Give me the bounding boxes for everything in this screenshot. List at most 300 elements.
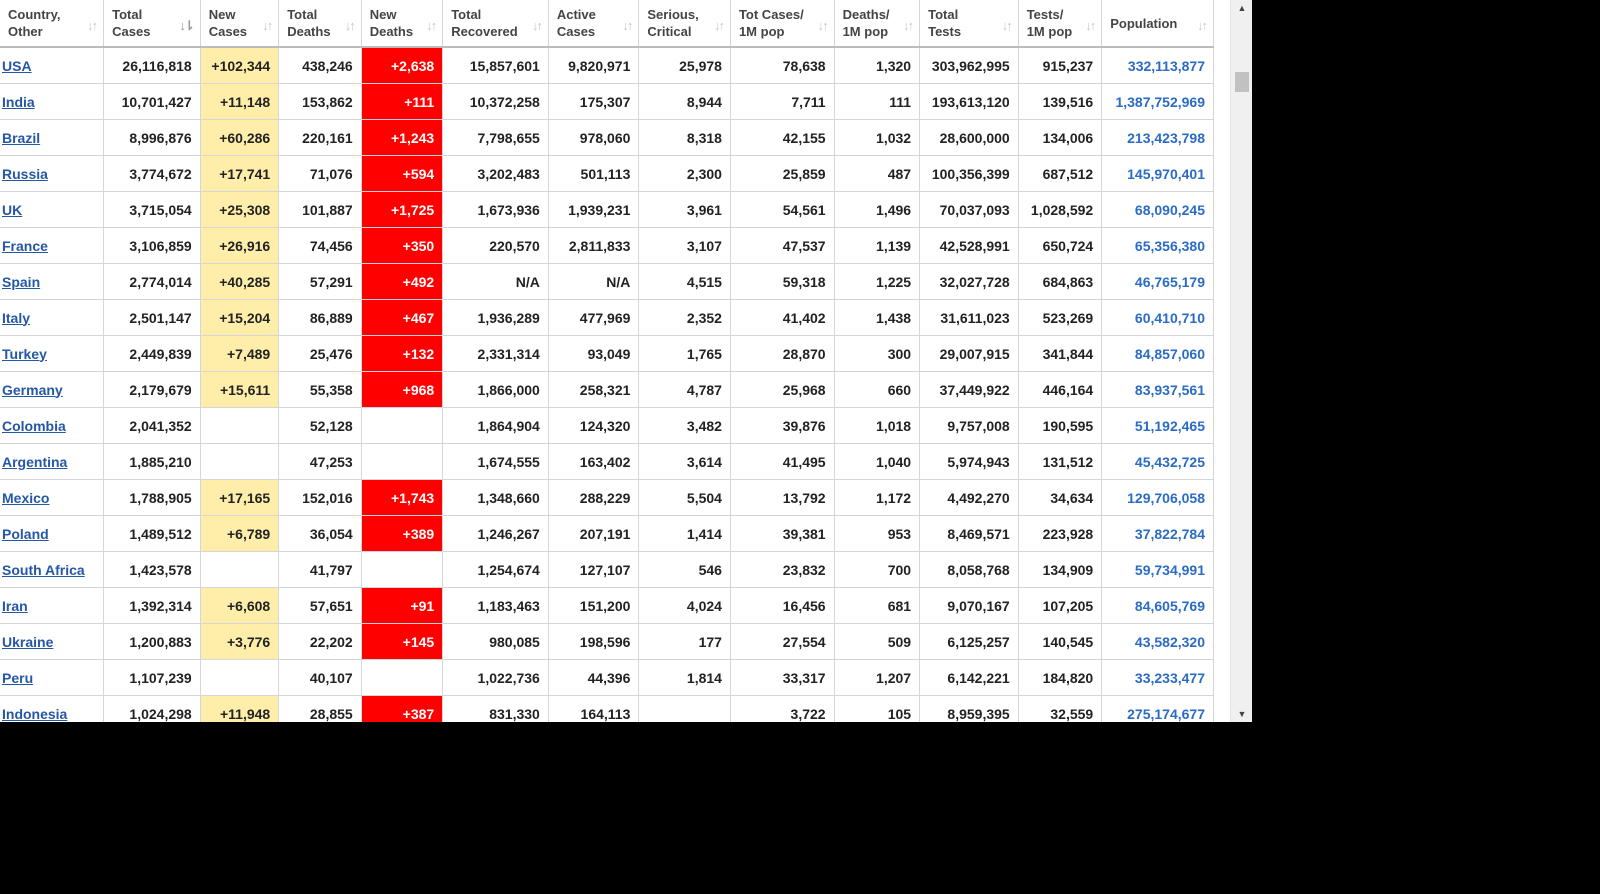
- cell-tests-per-1m: 684,863: [1018, 264, 1102, 300]
- cell-cases-per-1m: 7,711: [730, 84, 834, 120]
- cell-new-cases: [200, 552, 278, 588]
- table-row: [0, 516, 1214, 552]
- cell-cases-per-1m: 13,792: [730, 480, 834, 516]
- column-header-total-tests[interactable]: [920, 0, 1019, 47]
- cell-total-tests: 303,962,995: [920, 47, 1019, 84]
- table-row: [0, 444, 1214, 480]
- column-header-serious-critical[interactable]: [639, 0, 731, 47]
- table-row: [0, 228, 1214, 264]
- column-header-label: Population: [1110, 15, 1178, 31]
- cell-tests-per-1m: 140,545: [1018, 624, 1102, 660]
- column-header-label: New Deaths: [369, 7, 414, 39]
- cell-total-recovered: 1,022,736: [443, 660, 549, 696]
- cell-active-cases: 2,811,833: [548, 228, 639, 264]
- country-link[interactable]: USA: [2, 57, 32, 74]
- cell-population: 46,765,179: [1102, 264, 1214, 300]
- cell-total-recovered: 15,857,601: [443, 47, 549, 84]
- column-header-label: Tests/ 1M pop: [1026, 7, 1073, 39]
- cell-cases-per-1m: 41,495: [730, 444, 834, 480]
- column-header-label: Total Deaths: [287, 7, 331, 39]
- cell-total-deaths: 52,128: [279, 408, 362, 444]
- cell-serious-critical: 4,024: [639, 588, 731, 624]
- cell-total-recovered: 3,202,483: [443, 156, 549, 192]
- cell-population: 33,233,477: [1102, 660, 1214, 696]
- cell-total-deaths: 101,887: [279, 192, 362, 228]
- sort-arrows-icon[interactable]: ↓↑: [87, 18, 97, 33]
- cell-active-cases: 501,113: [548, 156, 639, 192]
- table-row: [0, 192, 1214, 228]
- column-header-total-deaths[interactable]: [279, 0, 362, 47]
- cell-total-deaths: 57,651: [279, 588, 362, 624]
- cell-deaths-per-1m: 1,225: [834, 264, 920, 300]
- cell-country: [0, 156, 104, 192]
- cell-total-cases: 1,423,578: [104, 552, 201, 588]
- cell-total-deaths: 220,161: [279, 120, 362, 156]
- cell-tests-per-1m: 223,928: [1018, 516, 1102, 552]
- cell-cases-per-1m: 41,402: [730, 300, 834, 336]
- table-row: [0, 264, 1214, 300]
- cell-total-deaths: 25,476: [279, 336, 362, 372]
- cell-tests-per-1m: 134,909: [1018, 552, 1102, 588]
- cell-new-cases: +7,489: [200, 336, 278, 372]
- country-link[interactable]: Ukraine: [2, 633, 54, 650]
- cell-new-deaths: [361, 444, 443, 480]
- cell-cases-per-1m: 27,554: [730, 624, 834, 660]
- cell-country: [0, 588, 104, 624]
- table-row: [0, 336, 1214, 372]
- cell-new-cases: +102,344: [200, 47, 278, 84]
- cell-cases-per-1m: 28,870: [730, 336, 834, 372]
- cell-deaths-per-1m: 1,032: [834, 120, 920, 156]
- cell-active-cases: 163,402: [548, 444, 639, 480]
- sort-arrows-icon[interactable]: ↓↑: [1085, 18, 1095, 33]
- table-row: [0, 552, 1214, 588]
- cell-total-tests: 29,007,915: [920, 336, 1019, 372]
- sort-arrows-icon[interactable]: ↓↑: [344, 18, 354, 33]
- column-header-country[interactable]: [0, 0, 104, 47]
- cell-deaths-per-1m: 105: [834, 696, 920, 723]
- country-link[interactable]: Russia: [2, 165, 48, 182]
- scroll-thumb[interactable]: [1235, 72, 1249, 92]
- cell-total-cases: 10,701,427: [104, 84, 201, 120]
- cell-total-recovered: 831,330: [443, 696, 549, 723]
- cell-serious-critical: 2,352: [639, 300, 731, 336]
- cell-total-tests: 9,757,008: [920, 408, 1019, 444]
- table-row: [0, 372, 1214, 408]
- cell-new-deaths: +111: [361, 84, 443, 120]
- country-link[interactable]: Mexico: [2, 489, 50, 506]
- column-header-new-cases[interactable]: [200, 0, 278, 47]
- cell-total-cases: 26,116,818: [104, 47, 201, 84]
- cell-total-recovered: 980,085: [443, 624, 549, 660]
- column-header-active-cases[interactable]: [548, 0, 639, 47]
- table-row: [0, 660, 1214, 696]
- cell-new-deaths: [361, 660, 443, 696]
- cell-population: 65,356,380: [1102, 228, 1214, 264]
- cell-serious-critical: 4,787: [639, 372, 731, 408]
- sort-arrows-icon[interactable]: ↓↑: [426, 18, 436, 33]
- cell-active-cases: 44,396: [548, 660, 639, 696]
- cell-new-cases: [200, 660, 278, 696]
- cell-new-cases: +17,165: [200, 480, 278, 516]
- cell-cases-per-1m: 78,638: [730, 47, 834, 84]
- column-header-cases-per-1m[interactable]: [730, 0, 834, 47]
- cell-total-deaths: 41,797: [279, 552, 362, 588]
- table-row: [0, 300, 1214, 336]
- scroll-up-arrow-icon[interactable]: ▲: [1237, 3, 1247, 13]
- cell-new-cases: +11,148: [200, 84, 278, 120]
- cell-country: [0, 444, 104, 480]
- country-link[interactable]: Italy: [2, 309, 31, 326]
- country-link[interactable]: UK: [2, 201, 23, 218]
- cell-population: 84,605,769: [1102, 588, 1214, 624]
- cell-deaths-per-1m: 509: [834, 624, 920, 660]
- cell-serious-critical: 1,414: [639, 516, 731, 552]
- cell-population: 51,192,465: [1102, 408, 1214, 444]
- cell-active-cases: 164,113: [548, 696, 639, 723]
- vertical-scrollbar[interactable]: [1230, 0, 1252, 722]
- country-link[interactable]: Spain: [2, 273, 41, 290]
- cell-population: 37,822,784: [1102, 516, 1214, 552]
- cell-deaths-per-1m: 681: [834, 588, 920, 624]
- cell-total-cases: 2,501,147: [104, 300, 201, 336]
- cell-total-deaths: 74,456: [279, 228, 362, 264]
- cell-total-tests: 6,142,221: [920, 660, 1019, 696]
- cell-serious-critical: 8,944: [639, 84, 731, 120]
- cell-total-deaths: 36,054: [279, 516, 362, 552]
- cell-tests-per-1m: 1,028,592: [1018, 192, 1102, 228]
- cell-active-cases: 127,107: [548, 552, 639, 588]
- cell-deaths-per-1m: 1,139: [834, 228, 920, 264]
- cell-new-deaths: +132: [361, 336, 443, 372]
- cell-total-recovered: 2,331,314: [443, 336, 549, 372]
- cell-new-cases: +26,916: [200, 228, 278, 264]
- cell-serious-critical: 3,482: [639, 408, 731, 444]
- cell-new-deaths: +2,638: [361, 47, 443, 84]
- cell-cases-per-1m: 54,561: [730, 192, 834, 228]
- cell-deaths-per-1m: 487: [834, 156, 920, 192]
- cell-new-deaths: [361, 552, 443, 588]
- cell-total-tests: 42,528,991: [920, 228, 1019, 264]
- cell-cases-per-1m: 25,968: [730, 372, 834, 408]
- cell-total-tests: 8,058,768: [920, 552, 1019, 588]
- cell-deaths-per-1m: 660: [834, 372, 920, 408]
- cell-new-deaths: +389: [361, 516, 443, 552]
- cell-total-tests: 6,125,257: [920, 624, 1019, 660]
- cell-active-cases: 9,820,971: [548, 47, 639, 84]
- country-link[interactable]: France: [2, 237, 48, 254]
- cell-cases-per-1m: 16,456: [730, 588, 834, 624]
- cell-cases-per-1m: 23,832: [730, 552, 834, 588]
- cell-deaths-per-1m: 700: [834, 552, 920, 588]
- column-header-label: Deaths/ 1M pop: [842, 7, 890, 39]
- cell-new-deaths: +387: [361, 696, 443, 723]
- cell-tests-per-1m: 341,844: [1018, 336, 1102, 372]
- cell-deaths-per-1m: 1,207: [834, 660, 920, 696]
- cell-total-recovered: 1,246,267: [443, 516, 549, 552]
- cell-new-deaths: +1,243: [361, 120, 443, 156]
- column-header-label: Total Recovered: [451, 7, 518, 39]
- cell-active-cases: N/A: [548, 264, 639, 300]
- cell-country: [0, 552, 104, 588]
- cell-active-cases: 288,229: [548, 480, 639, 516]
- sort-arrows-icon[interactable]: ↓↑: [622, 18, 632, 33]
- cell-active-cases: 258,321: [548, 372, 639, 408]
- cell-total-recovered: 1,674,555: [443, 444, 549, 480]
- cell-country: [0, 228, 104, 264]
- cell-population: 1,387,752,969: [1102, 84, 1214, 120]
- cell-tests-per-1m: 134,006: [1018, 120, 1102, 156]
- cell-total-cases: 1,885,210: [104, 444, 201, 480]
- sort-arrows-icon[interactable]: ↓↑: [713, 18, 723, 33]
- cell-total-tests: 28,600,000: [920, 120, 1019, 156]
- sort-arrows-icon[interactable]: ↓↑: [531, 18, 541, 33]
- cell-country: [0, 696, 104, 723]
- cell-total-tests: 31,611,023: [920, 300, 1019, 336]
- cell-new-cases: +25,308: [200, 192, 278, 228]
- cell-deaths-per-1m: 1,172: [834, 480, 920, 516]
- column-header-label: Tot Cases/ 1M pop: [738, 7, 804, 39]
- cell-total-tests: 70,037,093: [920, 192, 1019, 228]
- cell-population: 83,937,561: [1102, 372, 1214, 408]
- cell-serious-critical: 2,300: [639, 156, 731, 192]
- cell-total-tests: 5,974,943: [920, 444, 1019, 480]
- country-link[interactable]: Germany: [2, 381, 63, 398]
- cell-total-tests: 32,027,728: [920, 264, 1019, 300]
- column-header-label: Active Cases: [556, 7, 596, 39]
- column-header-total-recovered[interactable]: [443, 0, 549, 47]
- column-header-label: Country, Other: [8, 7, 61, 39]
- cell-total-recovered: 1,254,674: [443, 552, 549, 588]
- table-row: [0, 408, 1214, 444]
- cell-new-cases: [200, 444, 278, 480]
- cell-new-deaths: [361, 408, 443, 444]
- cell-total-cases: 3,106,859: [104, 228, 201, 264]
- cell-new-deaths: +350: [361, 228, 443, 264]
- cell-cases-per-1m: 59,318: [730, 264, 834, 300]
- cell-total-tests: 8,959,395: [920, 696, 1019, 723]
- cell-total-cases: 1,200,883: [104, 624, 201, 660]
- column-header-deaths-per-1m[interactable]: [834, 0, 920, 47]
- column-header-new-deaths[interactable]: [361, 0, 443, 47]
- cell-country: [0, 84, 104, 120]
- cell-serious-critical: 546: [639, 552, 731, 588]
- cell-cases-per-1m: 47,537: [730, 228, 834, 264]
- country-link[interactable]: Turkey: [2, 345, 47, 362]
- sort-arrows-icon[interactable]: ↓↑: [903, 18, 913, 33]
- cell-new-deaths: +91: [361, 588, 443, 624]
- cell-active-cases: 124,320: [548, 408, 639, 444]
- cell-tests-per-1m: 139,516: [1018, 84, 1102, 120]
- cell-total-cases: 1,024,298: [104, 696, 201, 723]
- cell-tests-per-1m: 184,820: [1018, 660, 1102, 696]
- cell-cases-per-1m: 25,859: [730, 156, 834, 192]
- country-link[interactable]: Brazil: [2, 129, 41, 146]
- cell-new-cases: +11,948: [200, 696, 278, 723]
- cell-total-deaths: 22,202: [279, 624, 362, 660]
- cell-total-recovered: 1,864,904: [443, 408, 549, 444]
- cell-country: [0, 660, 104, 696]
- table-row: [0, 120, 1214, 156]
- table-row: [0, 480, 1214, 516]
- country-link[interactable]: India: [2, 93, 35, 110]
- cell-serious-critical: 3,614: [639, 444, 731, 480]
- cell-new-cases: [200, 408, 278, 444]
- cell-new-deaths: +594: [361, 156, 443, 192]
- cell-population: 275,174,677: [1102, 696, 1214, 723]
- cell-deaths-per-1m: 953: [834, 516, 920, 552]
- cell-new-deaths: +1,743: [361, 480, 443, 516]
- cell-total-recovered: 10,372,258: [443, 84, 549, 120]
- cell-total-tests: 37,449,922: [920, 372, 1019, 408]
- cell-total-deaths: 71,076: [279, 156, 362, 192]
- cell-tests-per-1m: 650,724: [1018, 228, 1102, 264]
- table-row: [0, 47, 1214, 84]
- cell-deaths-per-1m: 1,040: [834, 444, 920, 480]
- cell-total-recovered: 1,183,463: [443, 588, 549, 624]
- cell-deaths-per-1m: 300: [834, 336, 920, 372]
- scroll-down-arrow-icon[interactable]: ▼: [1237, 709, 1247, 719]
- cell-total-tests: 8,469,571: [920, 516, 1019, 552]
- cell-total-deaths: 57,291: [279, 264, 362, 300]
- sort-arrows-icon[interactable]: ↓↑: [1197, 18, 1206, 33]
- country-link[interactable]: Poland: [2, 525, 49, 542]
- cell-new-cases: +40,285: [200, 264, 278, 300]
- cell-active-cases: 175,307: [548, 84, 639, 120]
- country-link[interactable]: South Africa: [2, 561, 85, 578]
- cell-tests-per-1m: 446,164: [1018, 372, 1102, 408]
- sort-arrows-icon[interactable]: ↓↑: [1001, 18, 1011, 33]
- table-body: [0, 47, 1214, 722]
- sort-arrows-icon[interactable]: ↓↑: [262, 18, 272, 33]
- table-row: [0, 156, 1214, 192]
- cell-tests-per-1m: 523,269: [1018, 300, 1102, 336]
- cell-new-cases: +6,608: [200, 588, 278, 624]
- cell-total-recovered: 1,673,936: [443, 192, 549, 228]
- country-link[interactable]: Indonesia: [2, 705, 68, 722]
- cell-total-deaths: 152,016: [279, 480, 362, 516]
- cell-tests-per-1m: 687,512: [1018, 156, 1102, 192]
- cell-active-cases: 151,200: [548, 588, 639, 624]
- cell-country: [0, 192, 104, 228]
- cell-total-cases: 3,715,054: [104, 192, 201, 228]
- cell-total-cases: 2,774,014: [104, 264, 201, 300]
- cell-population: 68,090,245: [1102, 192, 1214, 228]
- cell-active-cases: 477,969: [548, 300, 639, 336]
- table-row: [0, 696, 1214, 723]
- country-link[interactable]: Colombia: [2, 417, 66, 434]
- cell-total-cases: 1,788,905: [104, 480, 201, 516]
- country-link[interactable]: Peru: [2, 669, 34, 686]
- table-header-row: [0, 0, 1214, 47]
- cell-population: 332,113,877: [1102, 47, 1214, 84]
- column-header-label: Total Tests: [928, 7, 962, 39]
- cell-new-deaths: +968: [361, 372, 443, 408]
- cell-deaths-per-1m: 1,018: [834, 408, 920, 444]
- cell-serious-critical: 8,318: [639, 120, 731, 156]
- sort-arrows-icon[interactable]: ↓↑: [817, 18, 827, 33]
- cell-total-deaths: 438,246: [279, 47, 362, 84]
- country-link[interactable]: Iran: [2, 597, 28, 614]
- sort-desc-icon[interactable]: ↓⇂: [179, 18, 193, 33]
- cell-population: 60,410,710: [1102, 300, 1214, 336]
- cell-tests-per-1m: 107,205: [1018, 588, 1102, 624]
- cell-country: [0, 264, 104, 300]
- cell-active-cases: 198,596: [548, 624, 639, 660]
- cell-total-recovered: 1,866,000: [443, 372, 549, 408]
- column-header-label: Serious, Critical: [647, 7, 699, 39]
- column-header-total-cases[interactable]: [104, 0, 201, 47]
- cell-new-cases: +15,204: [200, 300, 278, 336]
- cell-serious-critical: 1,765: [639, 336, 731, 372]
- cell-cases-per-1m: 39,876: [730, 408, 834, 444]
- cell-new-cases: +6,789: [200, 516, 278, 552]
- cell-total-deaths: 40,107: [279, 660, 362, 696]
- cell-serious-critical: 3,107: [639, 228, 731, 264]
- cell-serious-critical: [639, 696, 731, 723]
- cell-population: 43,582,320: [1102, 624, 1214, 660]
- cell-new-deaths: +467: [361, 300, 443, 336]
- cell-total-cases: 1,392,314: [104, 588, 201, 624]
- cell-serious-critical: 5,504: [639, 480, 731, 516]
- cell-deaths-per-1m: 1,496: [834, 192, 920, 228]
- cell-total-recovered: 7,798,655: [443, 120, 549, 156]
- cell-serious-critical: 1,814: [639, 660, 731, 696]
- cell-new-deaths: +145: [361, 624, 443, 660]
- cell-country: [0, 372, 104, 408]
- cell-tests-per-1m: 34,634: [1018, 480, 1102, 516]
- country-link[interactable]: Argentina: [2, 453, 68, 470]
- cell-population: 45,432,725: [1102, 444, 1214, 480]
- cell-deaths-per-1m: 111: [834, 84, 920, 120]
- cell-new-cases: +15,611: [200, 372, 278, 408]
- cell-total-cases: 3,774,672: [104, 156, 201, 192]
- cell-country: [0, 300, 104, 336]
- cell-total-recovered: 1,936,289: [443, 300, 549, 336]
- cell-country: [0, 480, 104, 516]
- cell-cases-per-1m: 3,722: [730, 696, 834, 723]
- cell-active-cases: 207,191: [548, 516, 639, 552]
- cell-total-cases: 8,996,876: [104, 120, 201, 156]
- cell-new-cases: +3,776: [200, 624, 278, 660]
- column-header-label: Total Cases: [112, 7, 151, 39]
- cell-country: [0, 120, 104, 156]
- cell-serious-critical: 4,515: [639, 264, 731, 300]
- cell-total-cases: 1,489,512: [104, 516, 201, 552]
- cell-total-cases: 1,107,239: [104, 660, 201, 696]
- cell-population: 129,706,058: [1102, 480, 1214, 516]
- cell-total-recovered: 220,570: [443, 228, 549, 264]
- cell-cases-per-1m: 33,317: [730, 660, 834, 696]
- cell-cases-per-1m: 39,381: [730, 516, 834, 552]
- cell-population: 213,423,798: [1102, 120, 1214, 156]
- cell-country: [0, 47, 104, 84]
- cell-tests-per-1m: 190,595: [1018, 408, 1102, 444]
- cell-country: [0, 336, 104, 372]
- column-header-tests-per-1m[interactable]: [1018, 0, 1102, 47]
- cell-country: [0, 624, 104, 660]
- cell-total-deaths: 153,862: [279, 84, 362, 120]
- cell-new-cases: +17,741: [200, 156, 278, 192]
- cell-population: 84,857,060: [1102, 336, 1214, 372]
- column-header-population[interactable]: [1102, 0, 1214, 47]
- table-row: [0, 588, 1214, 624]
- cell-serious-critical: 25,978: [639, 47, 731, 84]
- cell-total-cases: 2,449,839: [104, 336, 201, 372]
- cell-total-deaths: 55,358: [279, 372, 362, 408]
- cell-tests-per-1m: 915,237: [1018, 47, 1102, 84]
- cell-total-deaths: 28,855: [279, 696, 362, 723]
